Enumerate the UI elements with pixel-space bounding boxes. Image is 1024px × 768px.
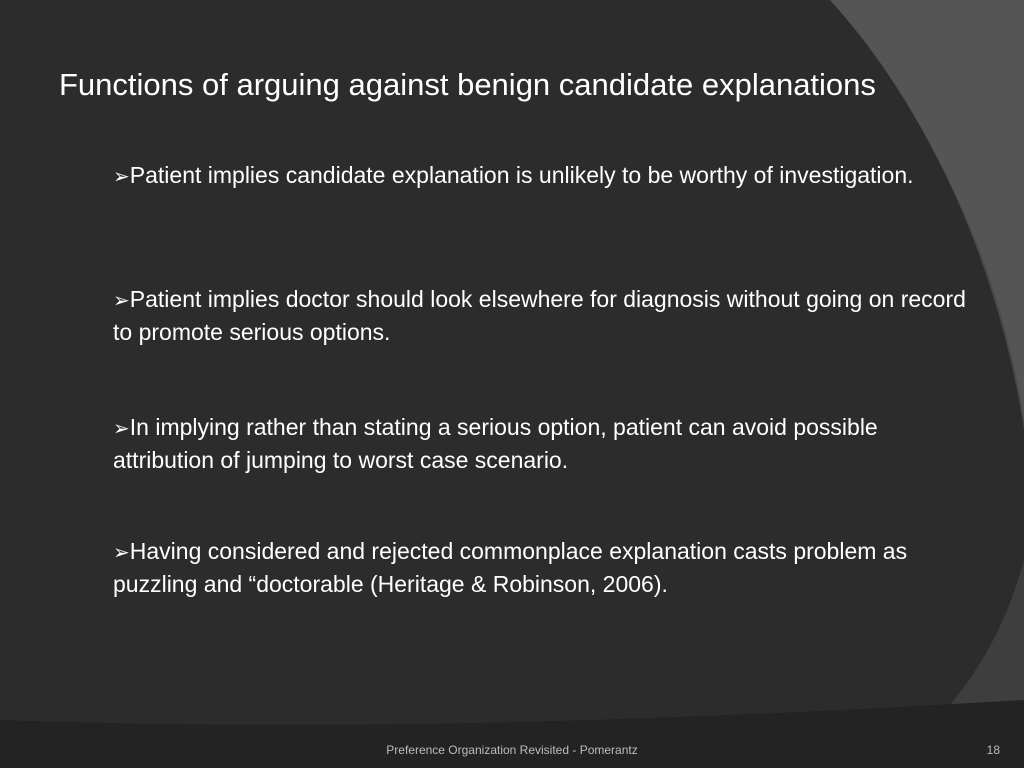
bullet-text: Patient implies doctor should look elsewhere for diagnosis without going on record to promote serious options. — [113, 286, 966, 345]
page-number: 18 — [986, 743, 1000, 757]
bullet-item — [113, 284, 983, 348]
arrow-bullet-icon: ➢ — [113, 166, 130, 188]
bullet-text: Patient implies candidate explanation is unlikely to be worthy of investigation. — [129, 162, 914, 188]
slide-title: Functions of arguing against benign candidate explanations — [59, 67, 876, 102]
bullet-item — [113, 160, 983, 193]
arrow-bullet-icon: ➢ — [113, 290, 130, 312]
bullet-text: Having considered and rejected commonplace explanation casts problem as puzzling and “doctorable (Heritage & Robinson, 2006). — [113, 538, 908, 597]
bullet-item — [113, 536, 983, 600]
bullet-item — [113, 412, 983, 476]
arrow-bullet-icon: ➢ — [113, 418, 130, 440]
bullet-text: In implying rather than stating a serious option, patient can avoid possible attribution of jumping to worst case scenario. — [113, 414, 878, 473]
arrow-bullet-icon: ➢ — [113, 542, 130, 564]
footer-text: Preference Organization Revisited - Pomerantz — [386, 743, 638, 757]
